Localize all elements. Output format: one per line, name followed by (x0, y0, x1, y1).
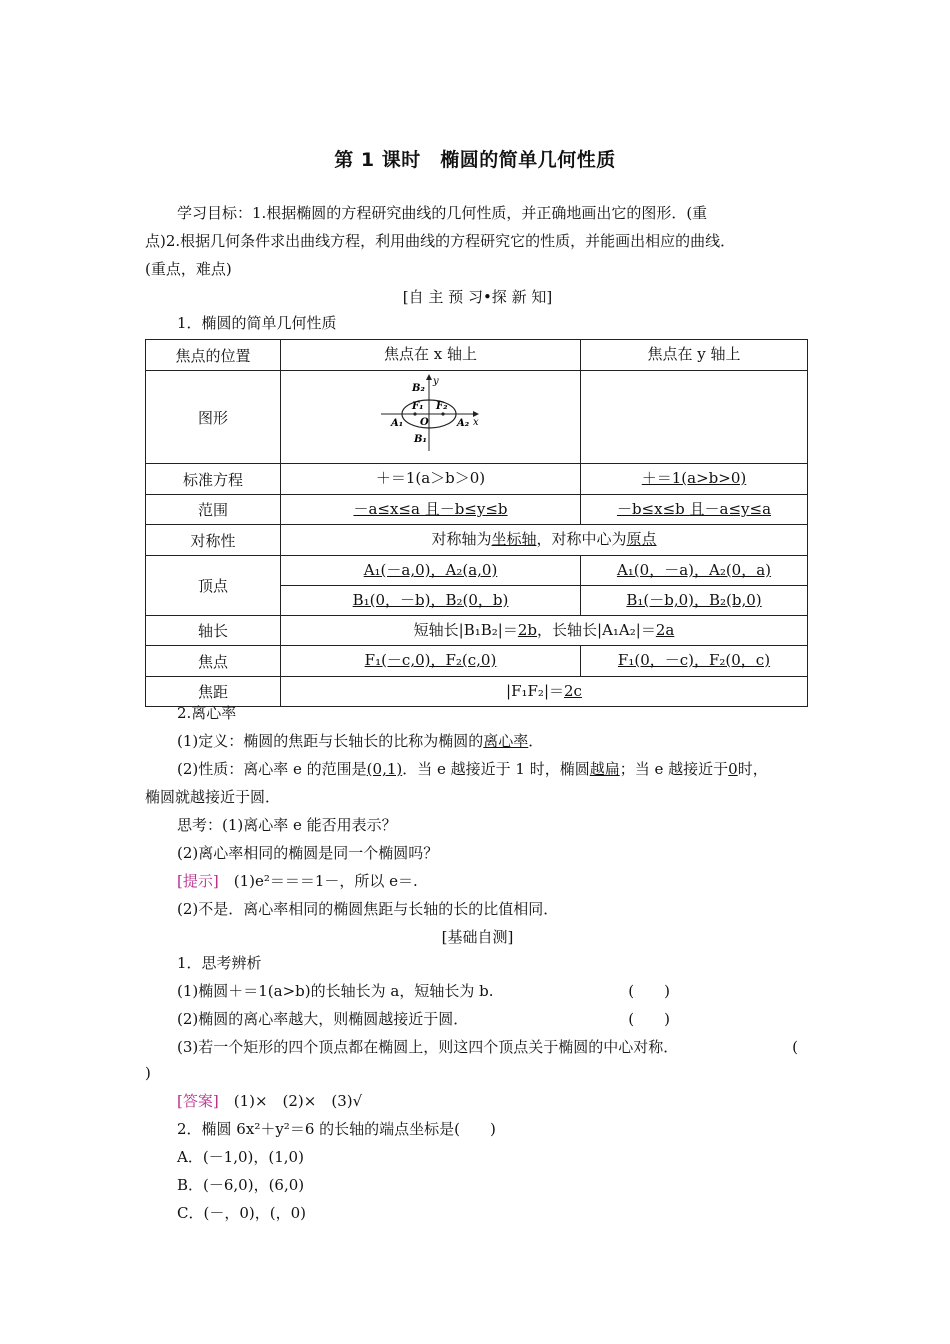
table-row-equation (146, 464, 808, 495)
answer-line: [答案] (1)× (2)× (3)√ (177, 1092, 363, 1110)
label-b1: B₁ (414, 434, 427, 445)
table-row-range (146, 495, 808, 525)
section-test-heading: [基础自测] (441, 928, 514, 946)
table-row-symmetry (146, 525, 808, 556)
hint-line-1: [提示] (1)e²＝＝＝1－，所以 e＝. (177, 872, 418, 890)
label-symmetry: 对称性 (190, 531, 236, 550)
equation-x: ＋＝1(a＞b＞0) (375, 469, 486, 487)
question-2-option-b: B．(－6,0)，(6,0) (177, 1176, 305, 1194)
label-figure: 图形 (197, 408, 228, 427)
think-question-2: (2)离心率相同的椭圆是同一个椭圆吗？ (177, 844, 439, 862)
foci-y: F₁(0，－c)，F₂(0，c) (617, 651, 771, 669)
objectives-line-3: (重点，难点) (145, 260, 232, 278)
heading-eccentricity: 2.离心率 (177, 704, 237, 722)
axes-text: 短轴长|B₁B₂|＝2b，长轴长|A₁A₂|＝2a (413, 621, 675, 639)
symmetry-text: 对称轴为坐标轴，对称中心为原点 (431, 530, 657, 548)
label-f2: F₂ (436, 401, 448, 412)
label-focal-distance: 焦距 (197, 683, 228, 701)
test-heading: 1．思考辨析 (177, 954, 262, 972)
label-a1: A₁ (391, 418, 404, 429)
focal-distance-text: |F₁F₂|＝2c (506, 682, 582, 700)
objectives-line-1: 学习目标：1.根据椭圆的方程研究曲线的几何性质，并正确地画出它的图形．(重 (177, 204, 708, 222)
vertices-x-a: A₁(－a,0)，A₂(a,0) (363, 561, 498, 579)
table-row-header (146, 340, 808, 371)
question-2-option-a: A．(－1,0)，(1,0) (177, 1148, 304, 1166)
range-y: －b≤x≤b 且－a≤y≤a (616, 500, 772, 518)
hint-line-2: (2)不是．离心率相同的椭圆焦距与长轴的长的比值相同． (177, 900, 559, 918)
label-range: 范围 (197, 501, 228, 519)
label-x: x (473, 417, 479, 428)
think-question-1: 思考：(1)离心率 e 能否用表示？ (177, 816, 397, 834)
judge-item-1: (1)椭圆＋＝1(a>b)的长轴长为 a，短轴长为 b. ( ) (177, 982, 670, 1000)
judge-item-2: (2)椭圆的离心率越大，则椭圆越接近于圆． ( ) (177, 1010, 670, 1028)
table-row-focal-distance (146, 677, 808, 707)
lesson-title: 第 1 课时 椭圆的简单几何性质 (334, 149, 616, 171)
label-f1: F₁ (412, 401, 424, 412)
label-a2: A₂ (457, 418, 470, 429)
judge-paren-3-close: ) (145, 1064, 151, 1082)
foci-x: F₁(－c,0)，F₂(c,0) (364, 651, 497, 669)
judge-paren-1: ( ) (628, 982, 670, 1000)
answer-tag: [答案] (177, 1092, 219, 1110)
table-row-figure (146, 371, 808, 464)
eccentricity-property: (2)性质：离心率 e 的范围是(0,1)．当 e 越接近于 1 时，椭圆越扁；当 e 越接近于0时， (177, 760, 768, 778)
label-b2: B₂ (412, 383, 425, 394)
question-2-option-c: C．(－，0)，(，0) (177, 1204, 306, 1222)
vertices-y-b: B₁(－b,0)，B₂(b,0) (626, 591, 762, 609)
heading-ellipse-properties: 1．椭圆的简单几何性质 (177, 314, 337, 332)
eccentricity-definition: (1)定义：椭圆的焦距与长轴长的比称为椭圆的离心率． (177, 732, 544, 750)
label-equation: 标准方程 (182, 470, 243, 489)
objectives-line-2: 点)2.根据几何条件求出曲线方程，利用曲线的方程研究它的性质，并能画出相应的曲线． (145, 232, 736, 250)
table-row-foci (146, 646, 808, 677)
header-focus-position: 焦点的位置 (175, 346, 251, 365)
label-vertices: 顶点 (197, 577, 228, 595)
label-o: O (420, 417, 429, 428)
judge-paren-2: ( ) (628, 1010, 670, 1028)
equation-y: ＋＝1(a>b>0) (641, 469, 747, 487)
hint-tag: [提示] (177, 872, 219, 890)
vertices-y-a: A₁(0，－a)，A₂(0，a) (616, 561, 772, 579)
table-row-axes (146, 616, 808, 646)
question-2-stem: 2．椭圆 6x²＋y²＝6 的长轴的端点坐标是( ) (177, 1120, 496, 1138)
label-y: y (433, 376, 439, 387)
judge-paren-3-open: ( (792, 1038, 798, 1056)
judge-item-3: (3)若一个矩形的四个顶点都在椭圆上，则这四个顶点关于椭圆的中心对称． ( (177, 1038, 798, 1056)
label-foci: 焦点 (197, 652, 228, 671)
section-preview-heading: [自 主 预 习•探 新 知] (402, 288, 553, 306)
vertices-x-b: B₁(0，－b)，B₂(0，b) (352, 591, 509, 609)
range-x: －a≤x≤a 且－b≤y≤b (353, 500, 508, 518)
ellipse-x-axis-figure (281, 371, 581, 459)
table-row-vertices-a (146, 556, 808, 586)
label-axes: 轴长 (197, 622, 228, 640)
ellipse-properties-table (145, 339, 808, 707)
header-focus-y-axis: 焦点在 y 轴上 (647, 345, 741, 363)
eccentricity-property-line-2: 椭圆就越接近于圆． (145, 788, 281, 806)
header-focus-x-axis: 焦点在 x 轴上 (384, 345, 477, 363)
